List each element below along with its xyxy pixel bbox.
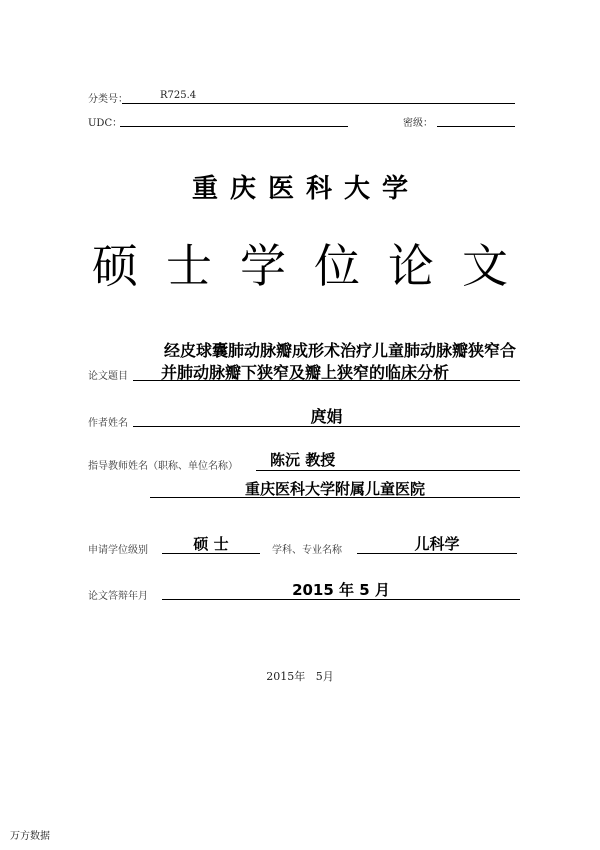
classification-label: 分类号： — [88, 94, 128, 105]
defense-date-value: 2015 年 5 月 — [292, 581, 390, 599]
defense-date-label: 论文答辩年月 — [88, 591, 148, 602]
thesis-title-line — [133, 380, 520, 381]
author-label: 作者姓名 — [88, 418, 128, 429]
document-date: 2015年 5月 — [266, 670, 334, 683]
thesis-title-line2: 并肺动脉瓣下狭窄及瓣上狭窄的临床分析 — [160, 363, 449, 382]
advisor-label: 指导教师姓名（职称、单位名称） — [88, 461, 238, 472]
advisor-unit-line — [150, 497, 520, 498]
major-line — [357, 553, 517, 554]
classification-value: R725.4 — [160, 90, 197, 101]
secrecy-line — [437, 126, 515, 127]
major-label: 学科、专业名称 — [272, 545, 342, 556]
udc-label: UDC： — [88, 118, 123, 129]
classification-line — [122, 103, 515, 104]
degree-type: 硕士学位论文 — [92, 239, 536, 293]
university-name: 重庆医科大学 — [191, 174, 420, 204]
advisor-unit: 重庆医科大学附属儿童医院 — [244, 480, 425, 498]
thesis-title-label: 论文题目 — [88, 371, 128, 382]
degree-level-label: 申请学位级别 — [88, 545, 148, 556]
udc-line — [120, 126, 348, 127]
degree-level-line — [162, 553, 260, 554]
secrecy-label: 密级： — [403, 118, 433, 129]
author-line — [133, 426, 520, 427]
author-name: 庹娟 — [310, 407, 343, 426]
degree-level-value: 硕 士 — [193, 535, 229, 553]
advisor-name: 陈沅 教授 — [270, 451, 336, 469]
defense-date-line — [162, 599, 520, 600]
major-value: 儿科学 — [414, 535, 460, 553]
source-watermark: 万方数据 — [10, 831, 50, 842]
advisor-line — [256, 470, 520, 471]
thesis-title-line1: 经皮球囊肺动脉瓣成形术治疗儿童肺动脉瓣狭窄合 — [163, 341, 516, 360]
